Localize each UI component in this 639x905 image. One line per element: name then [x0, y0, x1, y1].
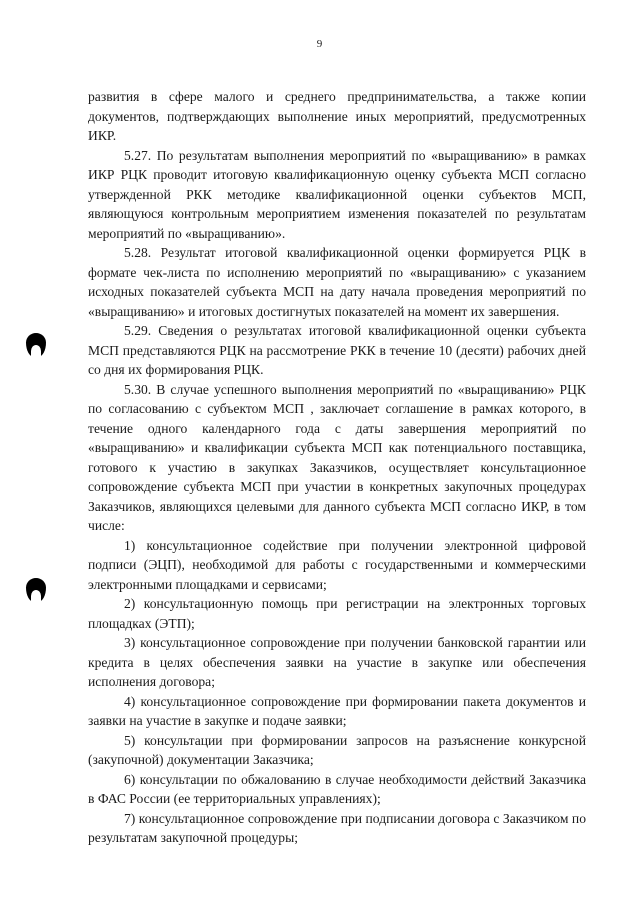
- list-item: 7) консультационное сопровождение при подписании договора с Заказчиком по результатам закупочной процедуры;: [88, 810, 586, 845]
- punch-hole-mark: [26, 578, 46, 602]
- paragraph: 5.29. Сведения о результатах итоговой квалификационной оценки субъекта МСП представляются РЦК на рассмотрение РКК в течение 10 (десяти) рабочих дней со дня их формирования РЦК.: [88, 323, 586, 377]
- list-item: 6) консультации по обжалованию в случае необходимости действий Заказчика в ФАС России (ее территориальных управлениях);: [88, 771, 586, 806]
- list-item: 1) консультационное содействие при получении электронной цифровой подписи (ЭЦП), необходимой для работы с государственными и коммерческими электронными площадками и сервисами;: [88, 537, 586, 592]
- list-item: 5) консультации при формировании запросов на разъяснение конкурсной (закупочной) документации Заказчика;: [88, 732, 586, 767]
- page-number: 9: [316, 38, 323, 50]
- list-item: 3) консультационное сопровождение при получении банковской гарантии или кредита в целях обеспечения заявки на участие в закупке или обеспечения исполнения договора;: [88, 635, 586, 689]
- punch-hole-mark: [26, 333, 46, 357]
- paragraph: развития в сфере малого и среднего предпринимательства, а также копии документов, подтверждающих выполнение иных мероприятий, предусмотренных ИКР.: [88, 89, 586, 143]
- paragraph: 5.30. В случае успешного выполнения мероприятий по «выращиванию» РЦК по согласованию с субъектом МСП , заключает соглашение в рамках которого, в течение одного календарного года с даты завершения мероприятий по «выращиванию» и квалификации субъекта МСП как потенциального поставщика, готового к участию в закупках Заказчиков, осуществляет консультационное сопровождение субъекта МСП при участии в конкретных закупочных процедурах Заказчиков, являющихся целевыми для данного субъекта МСП согласно ИКР, в том числе:: [88, 381, 586, 533]
- paragraph: 5.27. По результатам выполнения мероприятий по «выращиванию» в рамках ИКР РЦК проводит итоговую квалификационную оценку субъекта МСП согласно утвержденной РКК методике квалификационной оценки субъектов МСП, являющуюся контрольным мероприятием изменения показателей по результатам мероприятий по «выращиванию».: [88, 147, 586, 241]
- paragraph: 5.28. Результат итоговой квалификационной оценки формируется РЦК в формате чек-листа по исполнению мероприятий по «выращиванию» с указанием исходных показателей субъекта МСП на дату начала проведения мероприятий по «выращиванию» и итоговых достигнутых показателей на момент их завершения.: [88, 245, 586, 319]
- list-item: 4) консультационное сопровождение при формировании пакета документов и заявки на участие в закупке и подаче заявки;: [88, 693, 586, 728]
- list-item: 2) консультационную помощь при регистрации на электронных торговых площадках (ЭТП);: [88, 596, 586, 631]
- document-body: [88, 87, 586, 848]
